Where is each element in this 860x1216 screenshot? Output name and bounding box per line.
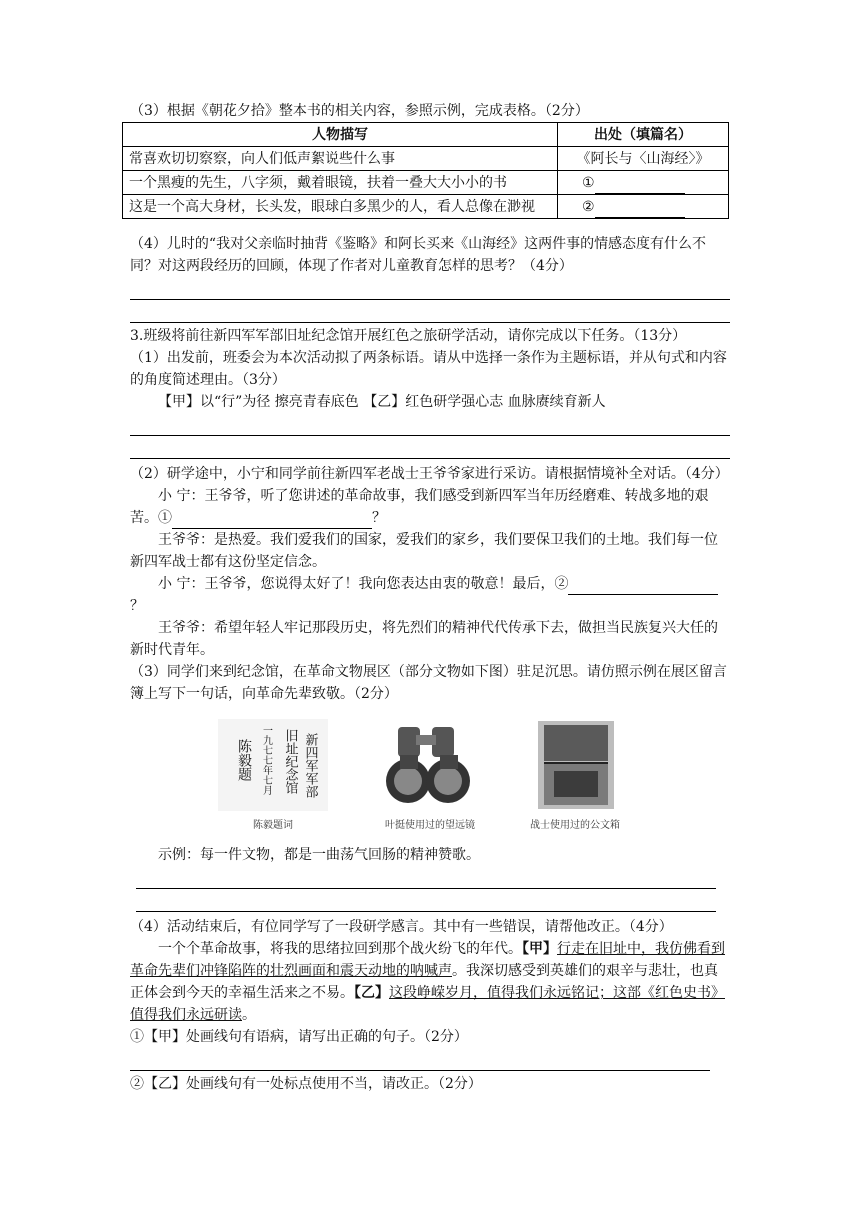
svg-text:陈毅题: 陈毅题 bbox=[236, 739, 252, 781]
binoculars-image bbox=[370, 719, 490, 831]
dialogue-text: ？ bbox=[130, 598, 144, 614]
essay-text: 。我深切感受到英雄们的艰辛与悲壮，也真正体会到今天的幸福生活来之不易。 bbox=[130, 963, 718, 1001]
question-b: ②【乙】处画线句有一处标点使用不当，请改正。（2分） bbox=[130, 1076, 482, 1092]
q4-text: （4）儿时的“我对父亲临时抽背《鉴略》和阿长买来《山海经》这两件事的情感态度有什么不同？对这两段经历的回顾，体现了作者对儿童教育怎样的思考？（4分） bbox=[130, 236, 707, 274]
essay-paragraph bbox=[130, 938, 730, 1026]
dialogue-line bbox=[130, 485, 730, 529]
answer-line[interactable] bbox=[136, 889, 716, 912]
table-cell-source[interactable] bbox=[558, 195, 729, 219]
dialogue-text: ？ bbox=[372, 510, 386, 526]
table-cell-desc: 一个黑瘦的先生，八字须，戴着眼镜，扶着一叠大大小小的书 bbox=[123, 171, 558, 195]
mark-yi: 【乙】 bbox=[354, 985, 389, 1001]
dialogue-text: 小 宁：王爷爷，听了您讲述的革命故事，我们感受到新四军当年历经磨难、转战多地的艰苦。① bbox=[130, 488, 709, 526]
underlined-sentence-jia: 行走在旧址中，我仿佛看到革命先辈们冲锋陷阵的壮烈画面和震天动地的呐喊声 bbox=[130, 941, 725, 979]
dialogue-line bbox=[130, 573, 730, 617]
question-a: ①【甲】处画线句有语病，请写出正确的句子。（2分） bbox=[130, 1029, 468, 1045]
svg-text:新四军军部: 新四军军部 bbox=[302, 733, 318, 798]
example-text: 示例：每一件文物，都是一曲荡气回肠的精神赞歌。 bbox=[158, 847, 480, 863]
briefcase-icon bbox=[520, 719, 630, 811]
table-row bbox=[123, 195, 729, 219]
sub2-text: （2）研学途中，小宁和同学前往新四军老战士王爷爷家进行采访。请根据情境补全对话。（4分） bbox=[130, 466, 729, 482]
caption: 战士使用过的公文箱 bbox=[530, 820, 620, 831]
answer-blank[interactable] bbox=[595, 201, 685, 218]
blank-number: ② bbox=[582, 198, 595, 215]
q3-table bbox=[122, 122, 729, 219]
svg-text:一九七七年七月: 一九七七年七月 bbox=[260, 725, 272, 795]
answer-line[interactable] bbox=[130, 436, 730, 459]
calligraphy-icon bbox=[218, 719, 328, 811]
table-row bbox=[123, 171, 729, 195]
underlined-sentence-yi: 这段峥嵘岁月，值得我们永远铭记；这部《红色史书》值得我们永远研读 bbox=[130, 985, 725, 1023]
table-cell-desc: 常喜欢切切察察，向人们低声絮说些什么事 bbox=[123, 147, 558, 171]
calligraphy-image bbox=[218, 719, 328, 831]
answer-line[interactable] bbox=[136, 866, 716, 889]
blank-number: ① bbox=[582, 174, 595, 191]
sub1-text: （1）出发前，班委会为本次活动拟了两条标语。请从中选择一条作为主题标语，并从句式和内容的角度简述理由。（3分） bbox=[130, 350, 727, 388]
answer-line[interactable] bbox=[130, 300, 730, 323]
table-row bbox=[123, 147, 729, 171]
essay-text: 。 bbox=[242, 1007, 256, 1023]
caption: 陈毅题词 bbox=[253, 820, 293, 831]
binoculars-icon bbox=[370, 719, 490, 811]
table-cell-desc: 这是一个高大身材，长头发，眼球白多黑少的人，看人总像在渺视 bbox=[123, 195, 558, 219]
dialogue-line: 王爷爷：希望年轻人牢记那段历史，将先烈们的精神代代传承下去，做担当民族复兴大任的新时代青年。 bbox=[130, 620, 718, 658]
dialogue-line: 王爷爷：是热爱。我们爱我们的国家，爱我们的家乡，我们要保卫我们的土地。我们每一位新四军战士都有这份坚定信念。 bbox=[130, 532, 718, 570]
mark-jia: 【甲】 bbox=[522, 941, 557, 957]
answer-blank[interactable] bbox=[595, 177, 685, 194]
svg-text:旧址纪念馆: 旧址纪念馆 bbox=[282, 729, 298, 794]
table-header: 人物描写 bbox=[123, 123, 558, 147]
table-cell-source: 《阿长与〈山海经〉》 bbox=[558, 147, 729, 171]
essay-text: 一个个革命故事，将我的思绪拉回到那个战火纷飞的年代。 bbox=[158, 941, 522, 957]
q3-prompt: （3）根据《朝花夕拾》整本书的相关内容，参照示例，完成表格。（2分） bbox=[130, 103, 589, 119]
answer-line[interactable] bbox=[130, 277, 730, 300]
answer-line[interactable] bbox=[130, 413, 730, 436]
answer-blank[interactable] bbox=[172, 512, 372, 529]
sub4-text: （4）活动结束后，有位同学写了一段研学感言。其中有一些错误，请帮他改正。（4分） bbox=[130, 919, 673, 935]
dialogue-text: 小 宁：王爷爷，您说得太好了！我向您表达由衷的敬意！最后，② bbox=[158, 576, 569, 592]
exam-page bbox=[130, 100, 730, 1095]
briefcase-image bbox=[520, 719, 630, 831]
section3-intro: 3.班级将前往新四军军部旧址纪念馆开展红色之旅研学活动，请你完成以下任务。（13分） bbox=[130, 328, 687, 344]
table-header-row bbox=[123, 123, 729, 147]
answer-line[interactable] bbox=[130, 1048, 710, 1071]
table-header: 出处（填篇名） bbox=[558, 123, 729, 147]
caption: 叶挺使用过的望远镜 bbox=[385, 820, 475, 831]
table-cell-source[interactable] bbox=[558, 171, 729, 195]
answer-blank[interactable] bbox=[568, 578, 718, 595]
sub3-text: （3）同学们来到纪念馆，在革命文物展区（部分文物如下图）驻足沉思。请仿照示例在展区留言簿上写下一句话，向革命先辈致敬。（2分） bbox=[130, 664, 727, 702]
artifact-images bbox=[130, 719, 730, 844]
slogans: 【甲】以“行”为径 擦亮青春底色 【乙】红色研学强心志 血脉赓续育新人 bbox=[158, 394, 606, 410]
